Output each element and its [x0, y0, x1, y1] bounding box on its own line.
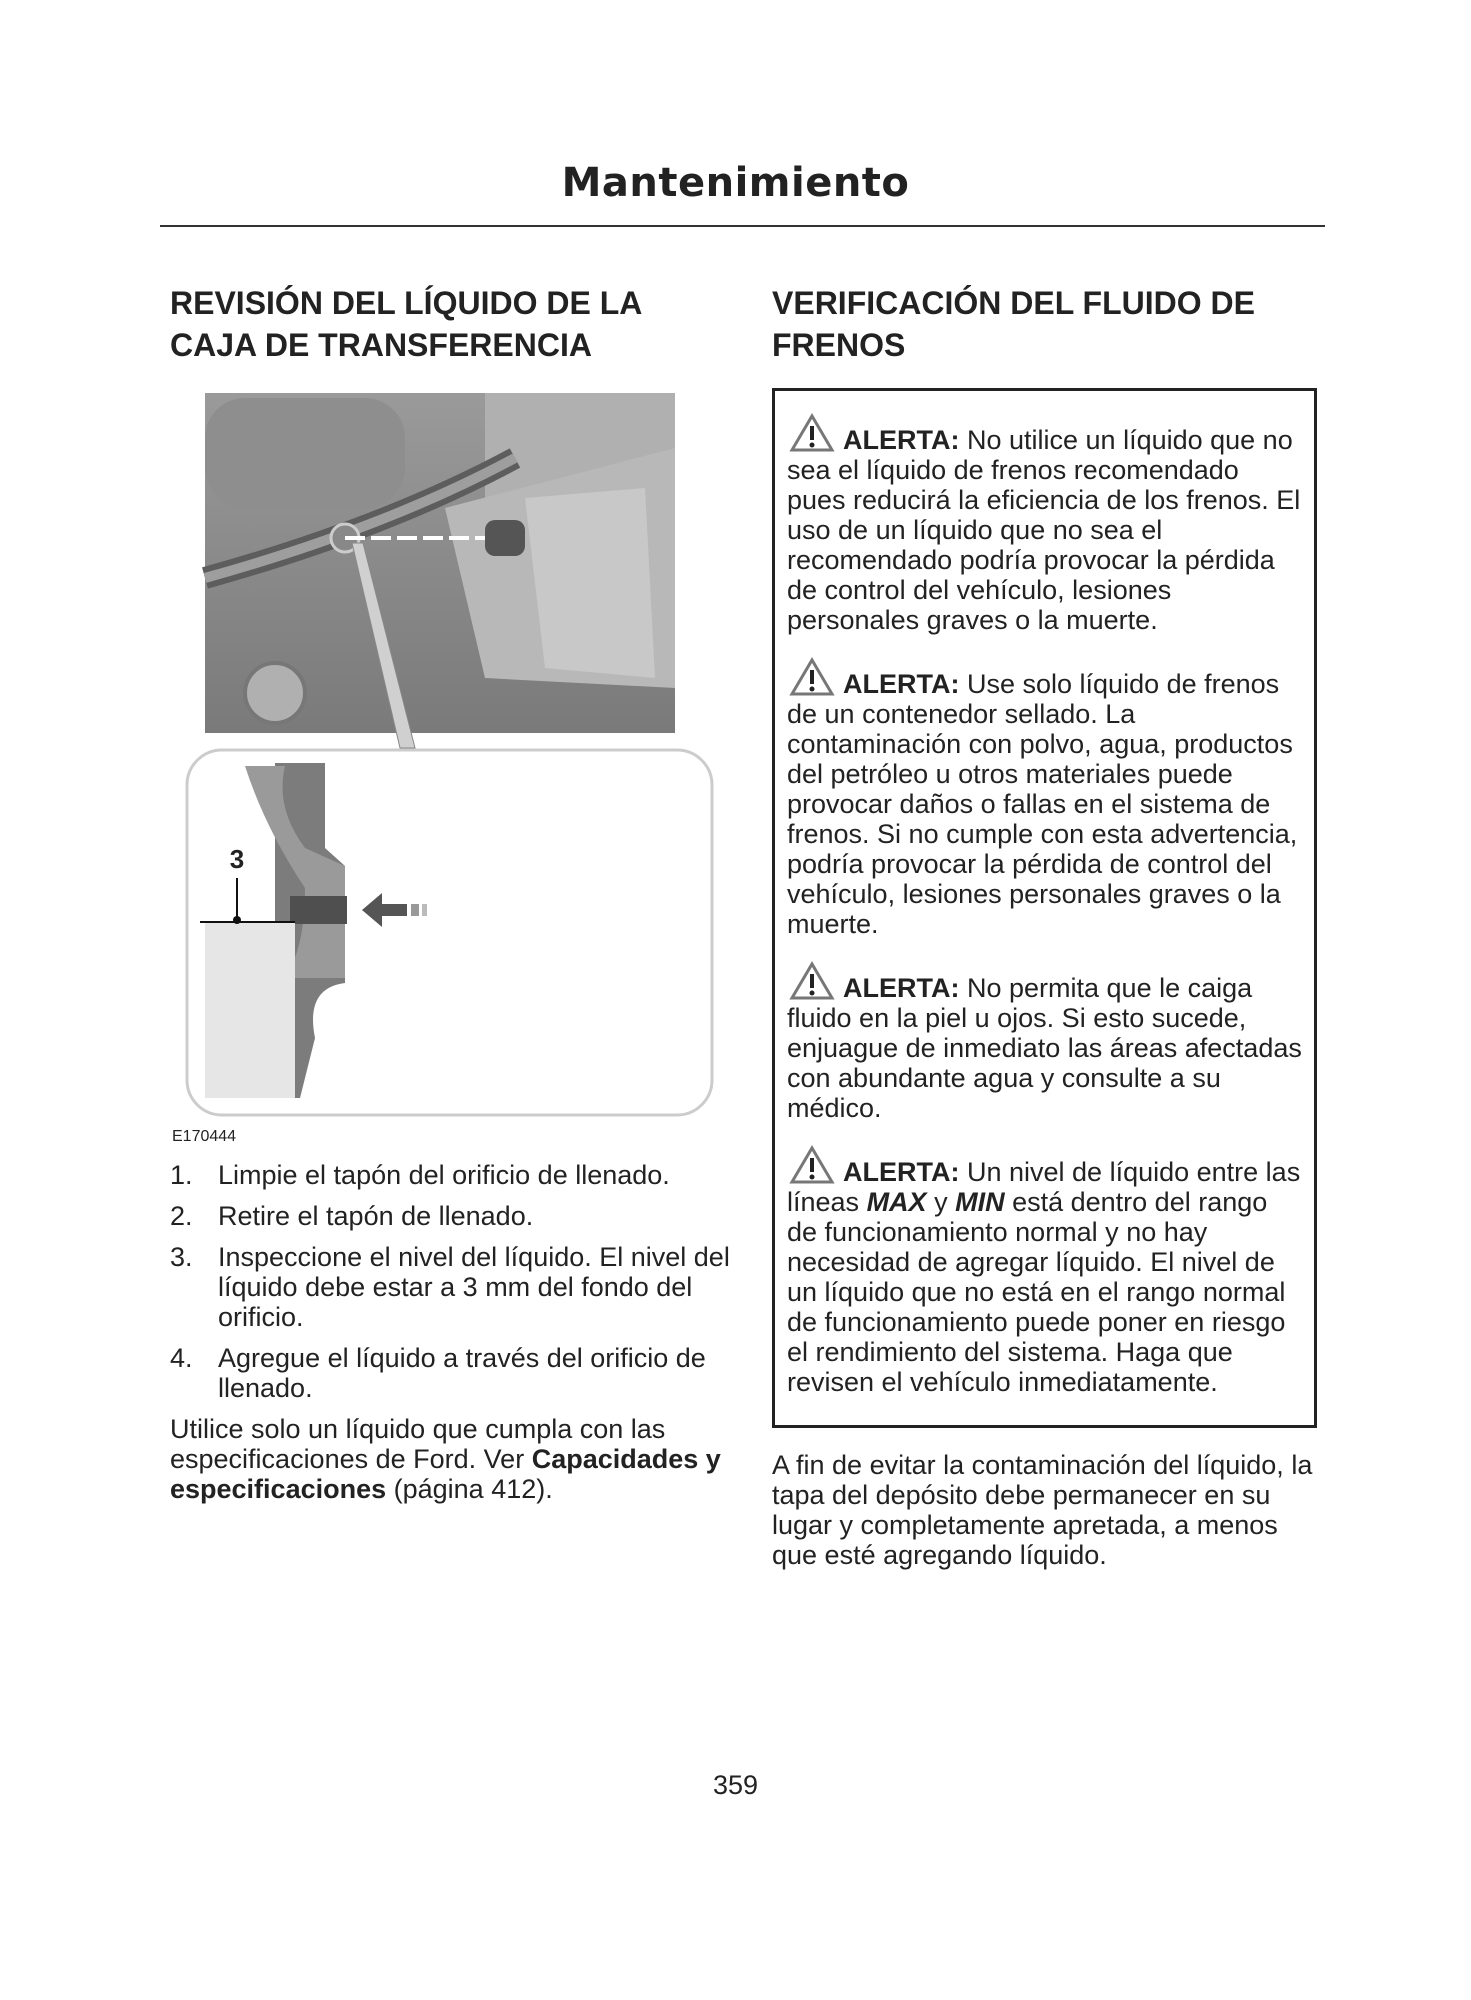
- alert-text: y: [926, 1187, 956, 1217]
- header-divider: [160, 225, 1325, 227]
- alert-text: está dentro del rango de funcionamiento normal y no hay necesidad de agregar líquido. El nivel de un líquido que no está en el rango normal de funcionamiento puede poner en riesgo el rendimiento del sistema. Haga que revisen el vehículo inmediatamente.: [787, 1187, 1286, 1397]
- alert-label: ALERTA:: [843, 1157, 960, 1187]
- list-item: [170, 1160, 730, 1190]
- max-label: MAX: [866, 1187, 927, 1217]
- alert-item: [787, 413, 1304, 635]
- section-heading-brake-fluid: VERIFICACIÓN DEL FLUIDO DE FRENOS: [772, 285, 1255, 363]
- right-column: [772, 282, 1317, 1570]
- alert-text: No permita que le caiga fluido en la piel u ojos. Si esto sucede, enjuague de inmediato las áreas afectadas con abundante agua y consulte a su médico.: [787, 973, 1302, 1123]
- capacities-link[interactable]: Capacidades y especificaciones: [170, 1444, 721, 1504]
- step-number: 4.: [170, 1343, 193, 1373]
- alert-item: [787, 961, 1304, 1123]
- reservoir-cap-paragraph: A fin de evitar la contaminación del líquido, la tapa del depósito debe permanecer en su lugar y completamente apretada, a menos que esté agregando líquido.: [772, 1450, 1313, 1570]
- warning-triangle-icon: [789, 1145, 835, 1185]
- steps-list: [170, 1160, 730, 1403]
- callout-number: 3: [229, 844, 245, 874]
- warning-triangle-icon: [789, 961, 835, 1001]
- section-heading-transfer-case: REVISIÓN DEL LÍQUIDO DE LA CAJA DE TRANSFERENCIA: [170, 285, 642, 363]
- page-number: 359: [712, 1770, 759, 1800]
- alert-text: Use solo líquido de frenos de un contenedor sellado. La contaminación con polvo, agua, productos del petróleo u otros materiales puede provocar daños o fallas en el sistema de frenos. Si no cumple con esta advertencia, podría provocar la pérdida de control del vehículo, lesiones personales graves o la muerte.: [787, 669, 1298, 939]
- step-number: 2.: [170, 1201, 193, 1231]
- step-number: 1.: [170, 1160, 193, 1190]
- step-text: Retire el tapón de llenado.: [218, 1201, 534, 1231]
- alert-item: [787, 1145, 1304, 1397]
- page-title: Mantenimiento: [561, 160, 910, 206]
- alert-item: [787, 657, 1304, 939]
- page-reference: (página 412).: [386, 1474, 553, 1504]
- step-number: 3.: [170, 1242, 193, 1272]
- alerts-box: [772, 388, 1317, 1428]
- step-text: Limpie el tapón del orificio de llenado.: [218, 1160, 670, 1190]
- left-column: [170, 282, 730, 1504]
- alert-text: Un nivel de líquido entre las líneas: [787, 1157, 1301, 1217]
- list-item: [170, 1242, 730, 1332]
- warning-triangle-icon: [789, 657, 835, 697]
- alert-label: ALERTA:: [843, 973, 960, 1003]
- transfer-case-illustration: [185, 388, 715, 1128]
- figure-code: E170444: [172, 1128, 237, 1145]
- alert-label: ALERTA:: [843, 669, 960, 699]
- step-text: Agregue el líquido a través del orificio de llenado.: [218, 1343, 706, 1403]
- step-text: Inspeccione el nivel del líquido. El nivel del líquido debe estar a 3 mm del fondo del orificio.: [218, 1242, 730, 1332]
- specification-paragraph: [170, 1414, 730, 1504]
- paragraph-text: Utilice solo un líquido que cumpla con las especificaciones de Ford. Ver: [170, 1414, 666, 1474]
- list-item: [170, 1343, 730, 1403]
- alert-text: No utilice un líquido que no sea el líquido de frenos recomendado pues reducirá la eficiencia de los frenos. El uso de un líquido que no sea el recomendado podría provocar la pérdida de control del vehículo, lesiones personales graves o la muerte.: [787, 425, 1301, 635]
- alert-label: ALERTA:: [843, 425, 960, 455]
- list-item: [170, 1201, 730, 1231]
- warning-triangle-icon: [789, 413, 835, 453]
- min-label: MIN: [955, 1187, 1005, 1217]
